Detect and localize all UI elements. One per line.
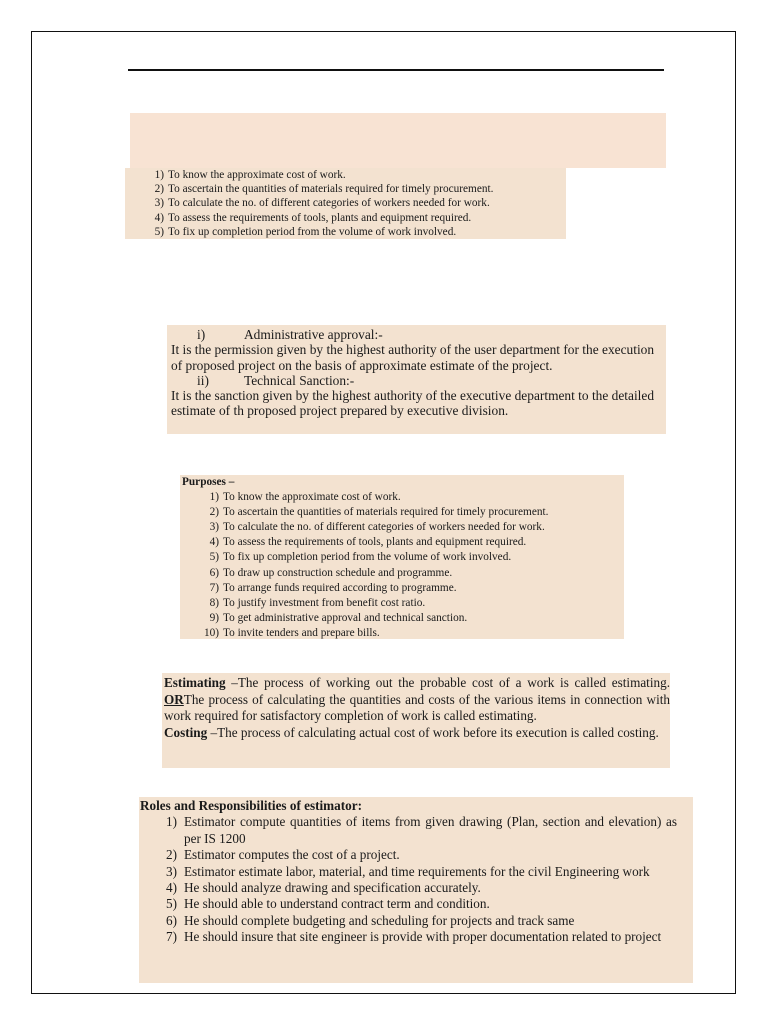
technical-sanction-text: It is the sanction given by the highest authority of the executive department to the detailed estimate of th proposed project prepared by executive division. — [171, 388, 655, 419]
list-item — [182, 596, 624, 611]
list-text: To know the approximate cost of work. — [223, 491, 401, 504]
list-text: He should insure that site engineer is provide with proper documentation related to project — [184, 929, 662, 945]
list-number: 7) — [166, 929, 177, 945]
list-text: Estimator compute quantities of items from given drawing (Plan, section and elevation) as per IS 1200 — [184, 814, 677, 846]
list-text: To fix up completion period from the volume of work involved. — [223, 551, 512, 564]
list-number: 6) — [166, 912, 177, 928]
emphasized-term: OR — [164, 691, 184, 707]
list-item — [144, 211, 566, 225]
list-number: 4) — [166, 880, 177, 896]
list-number: 1) — [166, 814, 177, 830]
objectives-list — [125, 168, 566, 239]
definition-text: –The process of calculating actual cost of work before its execution is called costing. — [207, 724, 659, 740]
list-item — [140, 880, 677, 896]
list-item — [144, 182, 566, 196]
list-item — [182, 520, 624, 535]
costing-definition — [164, 725, 670, 742]
technical-sanction-heading — [171, 373, 666, 388]
list-item — [140, 864, 677, 880]
list-text: Estimator estimate labor, material, and time requirements for the civil Engineering work — [184, 863, 650, 879]
list-number: 9) — [209, 611, 219, 624]
subheading: Technical Sanction:- — [244, 372, 355, 388]
list-item — [140, 896, 677, 912]
roles-section — [139, 797, 693, 983]
estimating-definition — [164, 675, 670, 725]
list-item — [182, 581, 624, 596]
admin-approval-heading — [171, 327, 666, 342]
list-item — [144, 225, 566, 239]
list-number: 10) — [203, 626, 219, 639]
list-item — [182, 550, 624, 565]
list-text: To calculate the no. of different categories of workers needed for work. — [168, 197, 490, 210]
definition-text: –The process of working out the probable cost of a work is called estimating. — [225, 675, 670, 690]
list-number: 1) — [154, 169, 164, 181]
list-text: To justify investment from benefit cost ratio. — [223, 596, 426, 609]
list-item — [182, 626, 624, 639]
list-item — [140, 913, 677, 929]
list-text: Estimator computes the cost of a project. — [184, 847, 400, 863]
header-highlight-band — [130, 113, 666, 168]
list-item — [144, 196, 566, 210]
admin-approval-text: It is the permission given by the highest authority of the user department for the execution of proposed project on the basis of approximate estimate of the project. — [171, 342, 655, 373]
list-text: To assess the requirements of tools, plants and equipment required. — [223, 536, 527, 549]
list-text: To ascertain the quantities of materials required for timely procurement. — [168, 183, 494, 196]
list-text: To invite tenders and prepare bills. — [223, 626, 380, 639]
list-number: 5) — [209, 551, 219, 564]
list-number: 5) — [154, 225, 164, 238]
purposes-section — [180, 475, 624, 639]
emphasized-term: Costing — [164, 724, 208, 740]
list-text: He should analyze drawing and specification accurately. — [184, 880, 481, 896]
list-item — [182, 566, 624, 581]
list-text: To arrange funds required according to programme. — [223, 581, 457, 594]
list-text: To calculate the no. of different categories of workers needed for work. — [223, 521, 545, 534]
list-number: 7) — [209, 581, 219, 594]
list-text: To ascertain the quantities of materials required for timely procurement. — [223, 506, 549, 519]
emphasized-term: Estimating — [164, 675, 226, 690]
list-text: To know the approximate cost of work. — [168, 169, 346, 181]
list-text: To draw up construction schedule and programme. — [223, 566, 453, 579]
list-number: 4) — [209, 536, 219, 549]
list-item — [182, 505, 624, 520]
roman-numeral: ii) — [197, 372, 209, 388]
list-item — [182, 535, 624, 550]
list-item — [182, 490, 624, 505]
list-item — [140, 929, 677, 945]
roman-numeral: i) — [197, 327, 206, 342]
list-number: 3) — [209, 521, 219, 534]
list-number: 3) — [154, 197, 164, 210]
subheading: Administrative approval:- — [244, 327, 383, 342]
approvals-section — [167, 325, 666, 434]
list-text: To fix up completion period from the volume of work involved. — [168, 225, 457, 238]
list-number: 6) — [209, 566, 219, 579]
list-item — [140, 847, 677, 863]
header-rule — [128, 69, 664, 71]
list-number: 4) — [154, 211, 164, 224]
list-item — [144, 168, 566, 182]
list-number: 5) — [166, 896, 177, 912]
list-number: 2) — [154, 183, 164, 196]
list-number: 3) — [166, 863, 177, 879]
list-number: 8) — [209, 596, 219, 609]
list-text: To get administrative approval and technical sanction. — [223, 611, 468, 624]
definitions-section — [162, 673, 670, 768]
list-number: 1) — [209, 491, 219, 504]
section-heading: Roles and Responsibilities of estimator: — [140, 798, 362, 813]
list-number: 2) — [166, 847, 177, 863]
list-text: He should complete budgeting and scheduling for projects and track same — [184, 912, 575, 928]
list-item — [140, 814, 677, 847]
list-item — [182, 611, 624, 626]
list-number: 2) — [209, 506, 219, 519]
list-text: To assess the requirements of tools, plants and equipment required. — [168, 211, 472, 224]
definition-text: The process of calculating the quantities and costs of the various items in connection with work required for satisfactory completion of work is called estimating. — [164, 691, 670, 723]
section-heading: Purposes – — [182, 476, 235, 488]
list-text: He should able to understand contract term and condition. — [184, 896, 490, 912]
